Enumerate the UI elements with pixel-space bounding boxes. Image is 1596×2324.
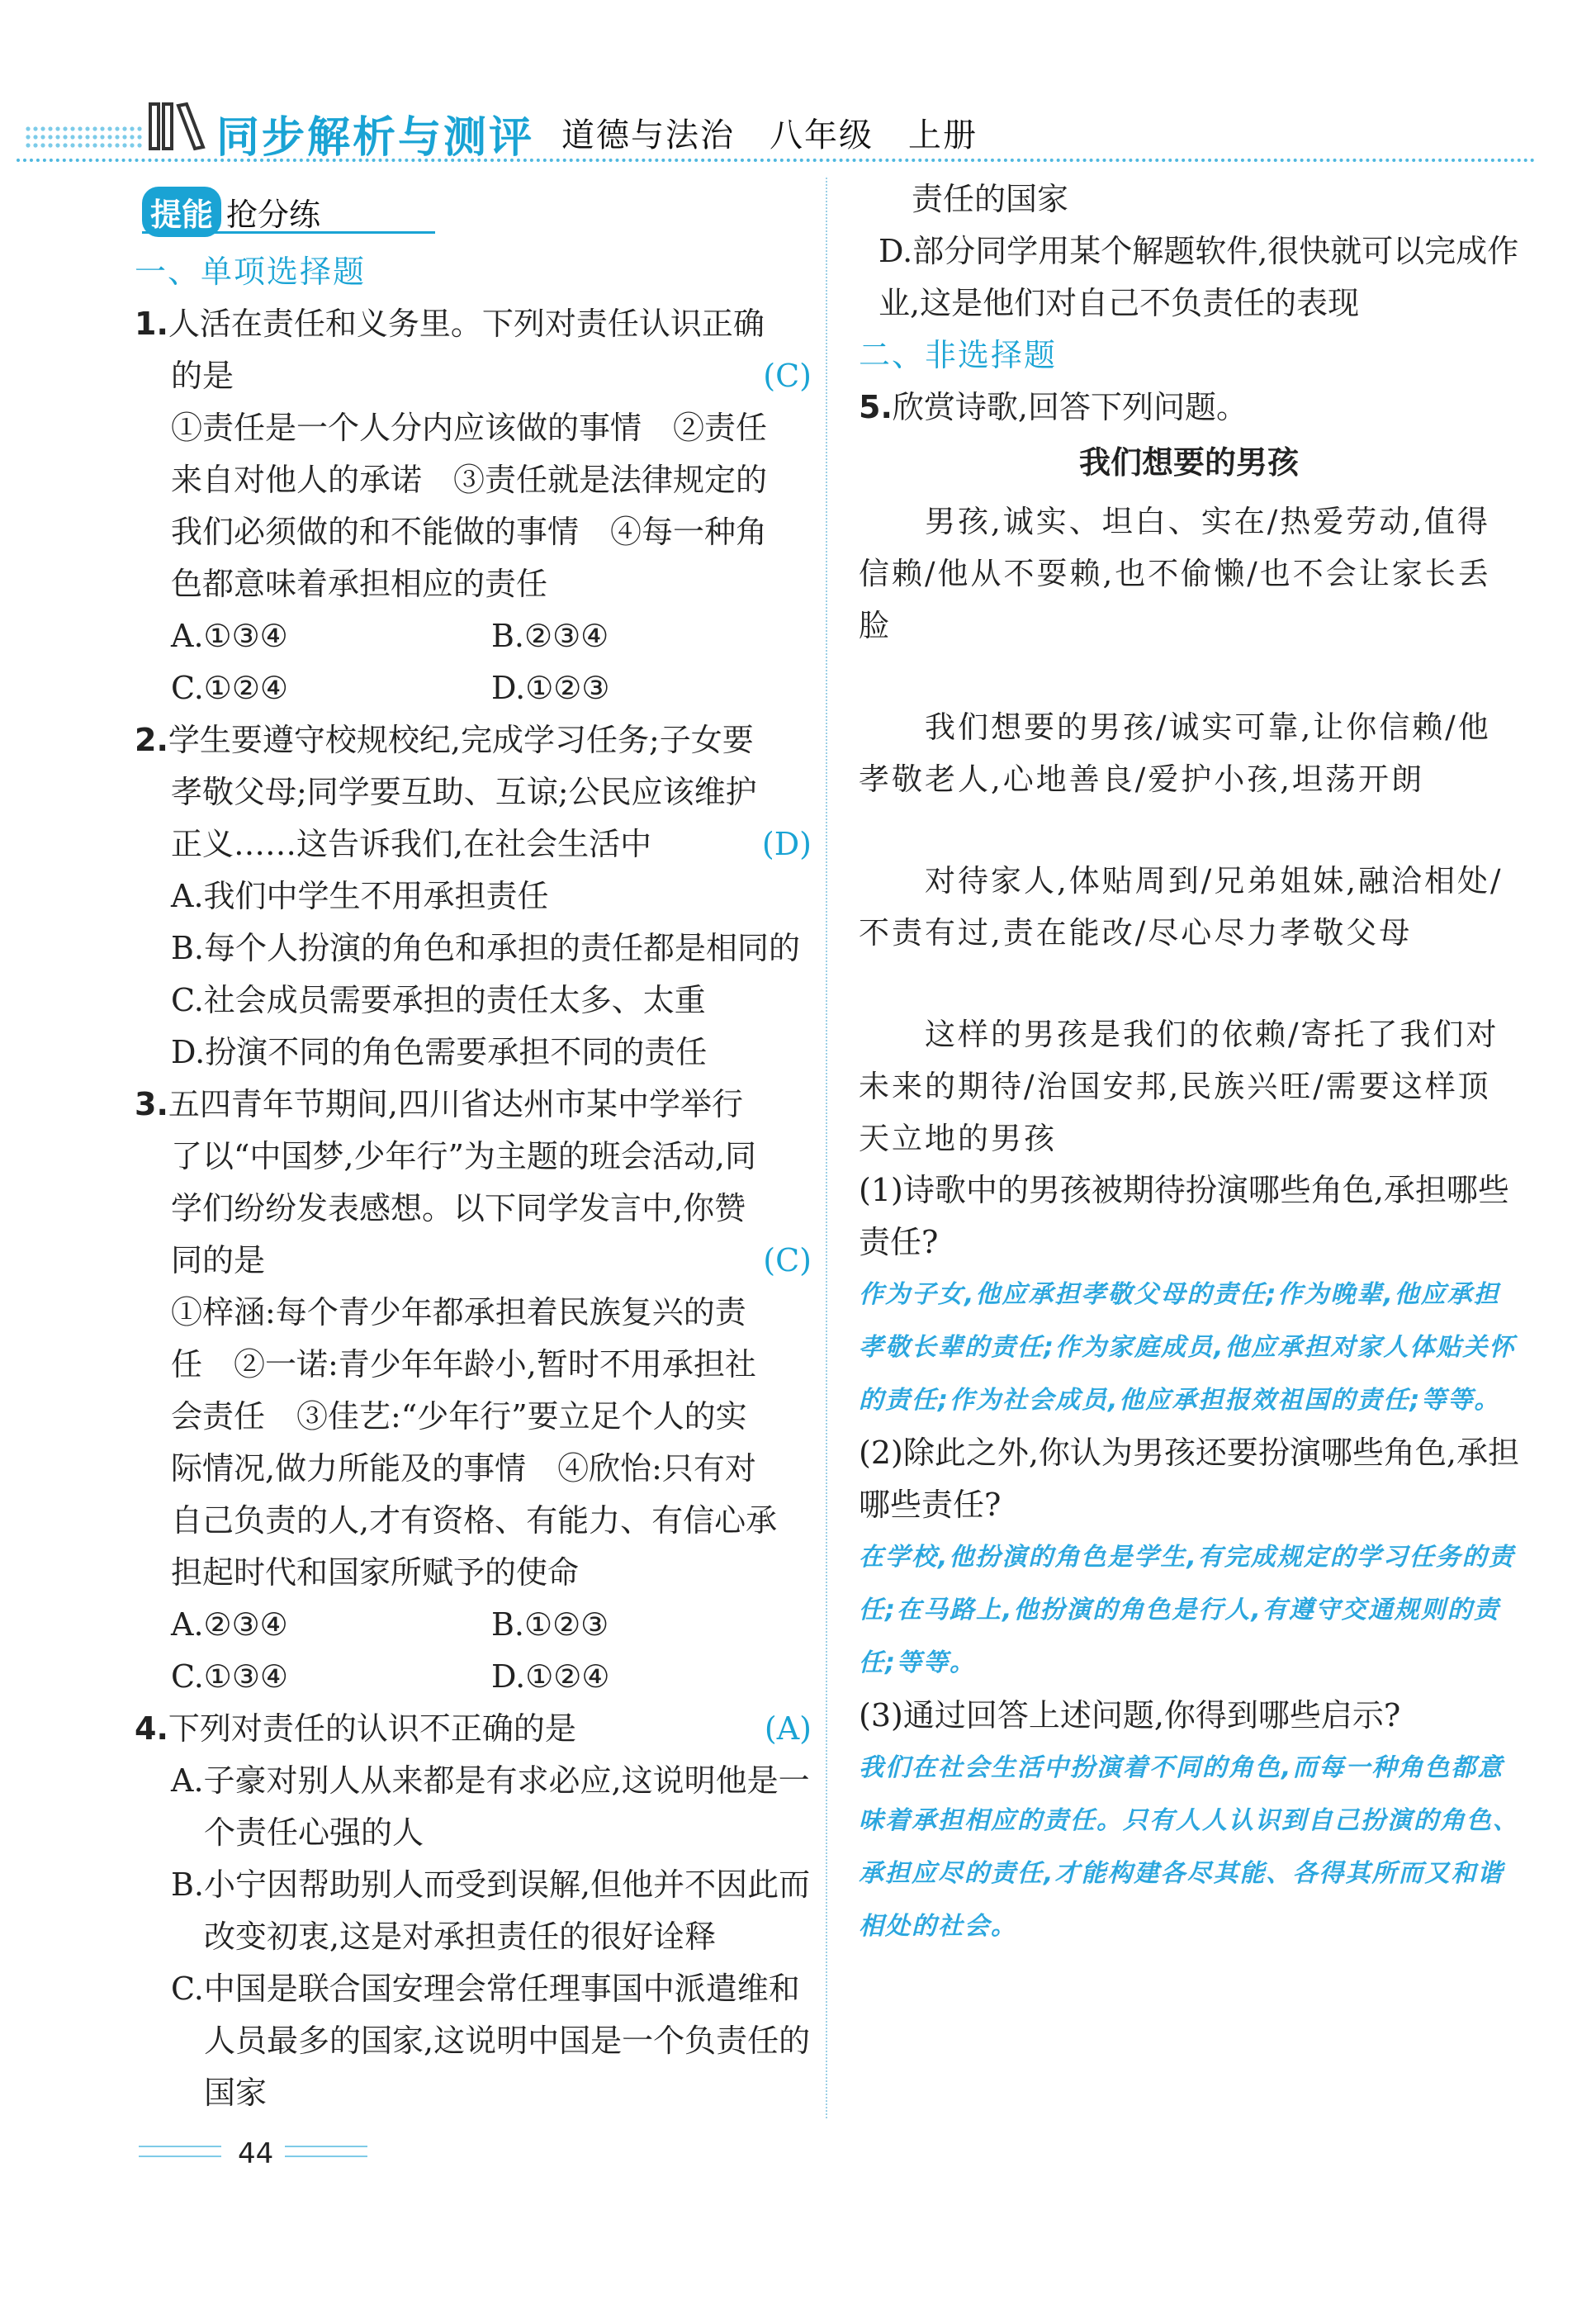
question-4 — [135, 1703, 812, 2111]
dot-decoration — [48, 143, 52, 147]
dot-decoration — [48, 135, 52, 139]
dot-decoration — [48, 126, 52, 130]
handwritten-answer-3: 我们在社会生活中扮演着不同的角色,而每一种角色都意味着承担相应的责任。只有人人认识到自己扮演的角色、承担应尽的责任,才能构建各尽其能、各得其所而又和谐相处的社会。 — [859, 1753, 1519, 1941]
option-a: A.①③④ — [171, 618, 288, 654]
statement-line: ①责任是一个人分内应该做的事情 ②责任 — [171, 410, 768, 446]
dot-decoration — [26, 135, 30, 139]
section-banner — [142, 187, 320, 236]
statement-line: 任 ②一诺:青少年年龄小,暂时不用承担社 — [171, 1346, 756, 1383]
dot-decoration — [70, 135, 74, 139]
question-stem: 人活在责任和义务里。下列对责任认识正确 — [168, 306, 765, 342]
dot-decoration — [85, 126, 89, 130]
dot-decoration — [78, 143, 82, 147]
sub-question-2: (2)除此之外,你认为男孩还要扮演哪些角色,承担哪些责任? — [859, 1435, 1519, 1523]
dot-decoration — [137, 135, 141, 139]
question-number: 3. — [135, 1086, 168, 1122]
dot-decoration — [115, 126, 119, 130]
question-stem: 学们纷纷发表感想。以下同学发言中,你赞 — [171, 1190, 746, 1226]
question-5 — [859, 382, 1519, 1953]
dot-decoration — [122, 143, 126, 147]
option-a: A.②③④ — [171, 1606, 288, 1643]
section-non-choice: 二、非选择题 — [859, 337, 1058, 373]
dot-decoration — [40, 143, 45, 147]
dot-decoration — [40, 126, 45, 130]
page-number: 44 — [238, 2137, 274, 2170]
option-b: B.②③④ — [491, 618, 609, 654]
footer-line — [285, 2156, 367, 2157]
header-divider — [17, 159, 1536, 162]
dot-decoration — [33, 126, 37, 130]
question-number: 2. — [135, 722, 168, 758]
handwritten-answer-1: 作为子女,他应承担孝敬父母的责任;作为晚辈,他应承担孝敬长辈的责任;作为家庭成员,他应承担对家人体贴关怀的责任;作为社会成员,他应承担报效祖国的责任;等等。 — [859, 1280, 1516, 1415]
footer-line — [139, 2156, 221, 2157]
question-3 — [135, 1079, 812, 1703]
answer-mark: (A) — [764, 1710, 812, 1747]
dot-decoration — [115, 135, 119, 139]
answer-mark: (C) — [763, 1242, 812, 1278]
dot-decoration — [107, 126, 111, 130]
dot-decoration — [78, 126, 82, 130]
dot-decoration — [33, 143, 37, 147]
dot-decoration — [55, 126, 59, 130]
left-column — [135, 246, 812, 2111]
statement-line: 来自对他人的承诺 ③责任就是法律规定的 — [171, 462, 768, 498]
statement-line: 色都意味着承担相应的责任 — [171, 566, 548, 602]
poem-title: 我们想要的男孩 — [1078, 444, 1299, 481]
dot-decoration — [107, 143, 111, 147]
option-a: A.我们中学生不用承担责任 — [171, 878, 549, 914]
option-d: D.①②④ — [491, 1658, 610, 1695]
dot-decoration — [92, 143, 97, 147]
option-c: C.中国是联合国安理会常任理事国中派遣维和人员最多的国家,这说明中国是一个负责任的国家 — [171, 1971, 811, 2111]
dot-decoration — [78, 135, 82, 139]
dot-decoration — [26, 126, 30, 130]
dot-decoration — [40, 135, 45, 139]
option-c: C.①②④ — [171, 670, 288, 706]
answer-mark: (C) — [763, 358, 812, 394]
question-stem: 学生要遵守校规校纪,完成学习任务;子女要 — [168, 722, 754, 758]
question-1 — [135, 298, 812, 714]
statement-line: 际情况,做力所能及的事情 ④欣怡:只有对 — [171, 1450, 756, 1487]
question-2 — [135, 714, 812, 1079]
sub-question-3: (3)通过回答上述问题,你得到哪些启示? — [859, 1697, 1401, 1734]
dot-decoration — [70, 126, 74, 130]
dot-decoration — [100, 126, 104, 130]
statement-line: 我们必须做的和不能做的事情 ④每一种角 — [171, 514, 768, 550]
option-c: C.①③④ — [171, 1658, 288, 1695]
banner-text: 抢分练 — [226, 197, 321, 233]
option-d: D.扮演不同的角色需要承担不同的责任 — [171, 1034, 708, 1070]
option-b: B.小宁因帮助别人而受到误解,但他并不因此而改变初衷,这是对承担责任的很好诠释 — [171, 1866, 811, 1955]
dot-decoration — [137, 126, 141, 130]
subject-title: 道德与法治 八年级 上册 — [561, 116, 978, 154]
question-stem: 的是 — [171, 358, 234, 394]
question-stem: 了以“中国梦,少年行”为主题的班会活动,同 — [171, 1138, 757, 1174]
handwritten-answer-2: 在学校,他扮演的角色是学生,有完成规定的学习任务的责任;在马路上,他扮演的角色是行人,有遵守交通规则的责任;等等。 — [859, 1543, 1515, 1677]
dot-decoration — [130, 126, 134, 130]
column-divider — [826, 178, 827, 2118]
dot-decoration — [26, 143, 30, 147]
dot-decoration — [130, 135, 134, 139]
dot-decoration — [63, 143, 67, 147]
books-logo-icon — [147, 97, 206, 152]
sub-question-1: (1)诗歌中的男孩被期待扮演哪些角色,承担哪些责任? — [859, 1172, 1509, 1260]
question-number: 4. — [135, 1710, 168, 1747]
dot-decoration — [100, 143, 104, 147]
dot-decoration — [33, 135, 37, 139]
footer-line — [285, 2146, 367, 2147]
question-stem: 正义……这告诉我们,在社会生活中 — [171, 826, 652, 862]
dot-decoration — [55, 135, 59, 139]
dot-decoration — [92, 135, 97, 139]
series-title: 同步解析与测评 — [216, 113, 535, 163]
dot-decoration — [63, 135, 67, 139]
dot-decoration — [115, 143, 119, 147]
option-c: C.社会成员需要承担的责任太多、太重 — [171, 982, 706, 1018]
dot-decoration — [70, 143, 74, 147]
question-stem: 同的是 — [171, 1242, 266, 1278]
option-d: D.部分同学用某个解题软件,很快就可以完成作业,这是他们对自己不负责任的表现 — [879, 233, 1519, 321]
statement-line: 自己负责的人,才有资格、有能力、有信心承 — [171, 1502, 778, 1539]
option-c-continued: 责任的国家 — [912, 181, 1069, 217]
poem-stanza: 对待家人,体贴周到/兄弟姐妹,融洽相处/不责有过,责在能改/尽心尽力孝敬父母 — [859, 863, 1504, 951]
dot-decoration — [63, 126, 67, 130]
dot-decoration — [100, 135, 104, 139]
dot-decoration — [85, 143, 89, 147]
option-b: B.每个人扮演的角色和承担的责任都是相同的 — [171, 930, 801, 966]
banner-underline — [142, 231, 435, 234]
header-dots-decoration — [25, 122, 149, 155]
dot-decoration — [85, 135, 89, 139]
question-number: 1. — [135, 306, 168, 342]
dot-decoration — [92, 126, 97, 130]
dot-decoration — [122, 135, 126, 139]
poem-stanza: 我们想要的男孩/诚实可靠,让你信赖/他孝敬老人,心地善良/爱护小孩,坦荡开朗 — [859, 709, 1491, 797]
question-stem: 下列对责任的认识不正确的是 — [168, 1710, 576, 1747]
dot-decoration — [137, 143, 141, 147]
section-single-choice: 一、单项选择题 — [135, 254, 367, 290]
dot-decoration — [107, 135, 111, 139]
poem-stanza: 这样的男孩是我们的依赖/寄托了我们对未来的期待/治国安邦,民族兴旺/需要这样顶天立地的男孩 — [859, 1017, 1499, 1156]
question-stem: 五四青年节期间,四川省达州市某中学举行 — [168, 1086, 743, 1122]
option-b: B.①②③ — [491, 1606, 609, 1643]
statement-line: 担起时代和国家所赋予的使命 — [171, 1554, 580, 1591]
statement-line: 会责任 ③佳艺:“少年行”要立足个人的实 — [171, 1398, 747, 1435]
answer-mark: (D) — [761, 826, 812, 862]
dot-decoration — [122, 126, 126, 130]
option-d: D.①②③ — [491, 670, 610, 706]
banner-highlight: 提能 — [142, 187, 221, 237]
dot-decoration — [130, 143, 134, 147]
question-number: 5. — [859, 389, 893, 425]
footer-line — [139, 2146, 221, 2147]
question-stem: 孝敬父母;同学要互助、互谅;公民应该维护 — [171, 774, 757, 810]
right-column — [859, 173, 1519, 1953]
question-stem: 欣赏诗歌,回答下列问题。 — [892, 389, 1248, 425]
statement-line: ①梓涵:每个青少年都承担着民族复兴的责 — [171, 1294, 746, 1330]
option-a: A.子豪对别人从来都是有求必应,这说明他是一个责任心强的人 — [171, 1762, 810, 1851]
poem-stanza: 男孩,诚实、坦白、实在/热爱劳动,值得信赖/他从不耍赖,也不偷懒/也不会让家长丢脸 — [859, 504, 1491, 643]
dot-decoration — [55, 143, 59, 147]
